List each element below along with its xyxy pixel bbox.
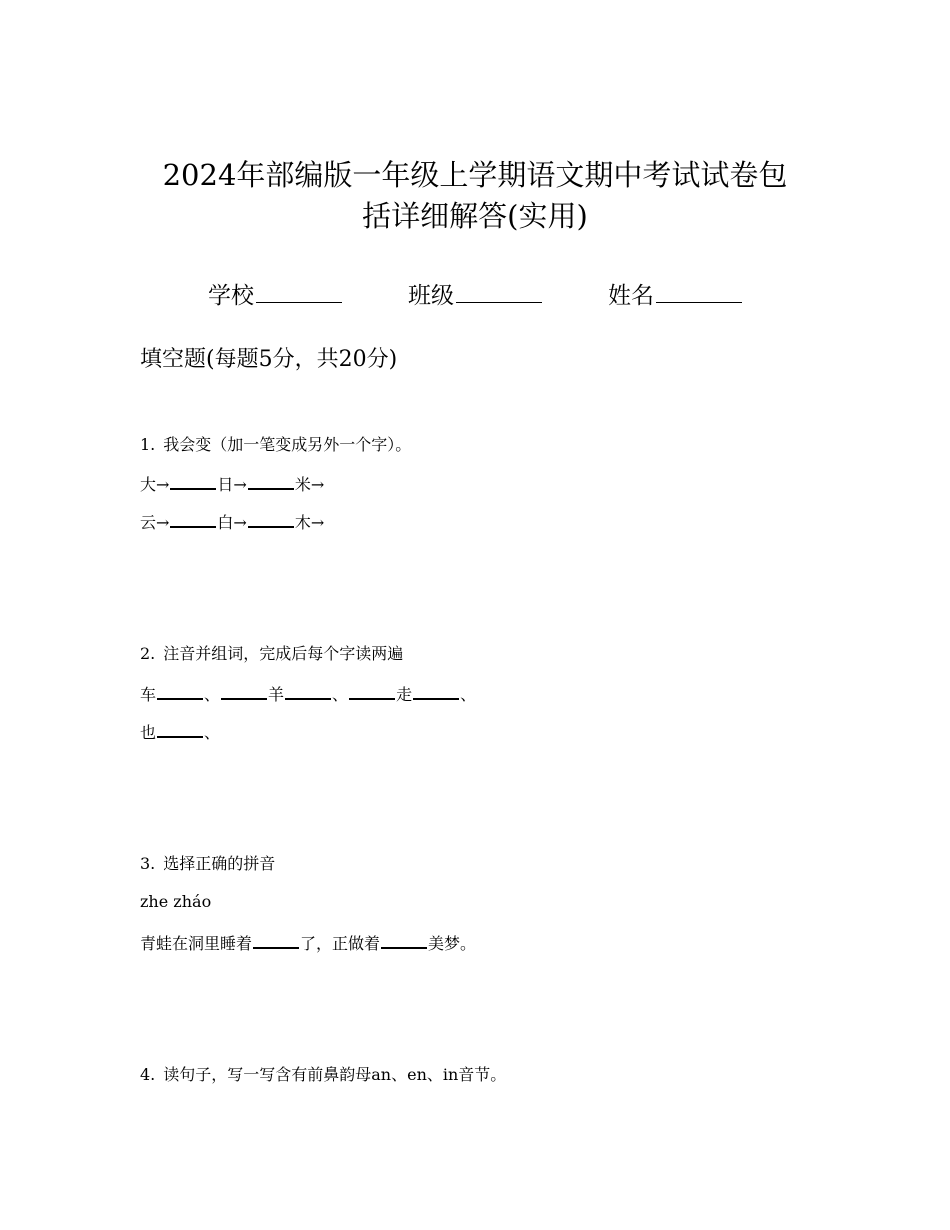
char-prompt: 车 xyxy=(140,685,157,704)
sentence-part: 青蛙在洞里睡着 xyxy=(140,934,253,953)
student-info-row xyxy=(0,277,950,311)
question-text: 注音并组词，完成后每个字读两遍 xyxy=(163,644,404,663)
name-field xyxy=(608,277,742,310)
question-1-row-2 xyxy=(140,508,324,535)
section-title: 填空题(每题5分，共20分) xyxy=(140,347,398,372)
question-3-prompt xyxy=(140,852,275,876)
name-blank[interactable] xyxy=(656,277,742,303)
question-text: 选择正确的拼音 xyxy=(163,854,276,873)
question-3-sentence xyxy=(140,929,476,956)
answer-blank[interactable] xyxy=(248,508,294,528)
separator: 、 xyxy=(332,685,349,704)
sentence-part: 了，正做着 xyxy=(300,934,381,953)
question-number: 3. xyxy=(140,854,156,873)
char-prompt: 木→ xyxy=(294,513,325,532)
answer-blank[interactable] xyxy=(221,680,267,700)
class-blank[interactable] xyxy=(456,277,542,303)
question-2-row-1 xyxy=(140,680,476,707)
char-prompt: 大→ xyxy=(140,475,170,494)
char-prompt: 羊 xyxy=(268,685,285,704)
question-number: 1. xyxy=(140,435,156,454)
class-field xyxy=(408,277,542,310)
question-2-prompt xyxy=(140,642,403,666)
class-label: 班级 xyxy=(408,283,454,309)
name-label: 姓名 xyxy=(608,283,654,309)
question-2-row-2 xyxy=(140,718,220,745)
answer-blank[interactable] xyxy=(248,470,294,490)
sentence-part: 美梦。 xyxy=(428,934,477,953)
question-1-row-1 xyxy=(140,470,324,497)
question-1-prompt xyxy=(140,433,411,457)
char-prompt: 米→ xyxy=(294,475,325,494)
separator: 、 xyxy=(204,723,221,742)
char-prompt: 白→ xyxy=(217,513,247,532)
question-4-prompt xyxy=(140,1063,506,1087)
answer-blank[interactable] xyxy=(170,508,216,528)
separator: 、 xyxy=(204,685,221,704)
answer-blank[interactable] xyxy=(381,929,427,949)
answer-blank[interactable] xyxy=(157,718,203,738)
question-text: 读句子，写一写含有前鼻韵母an、en、in音节。 xyxy=(163,1065,507,1084)
separator: 、 xyxy=(460,685,477,704)
answer-blank[interactable] xyxy=(285,680,331,700)
answer-blank[interactable] xyxy=(349,680,395,700)
question-number: 4. xyxy=(140,1065,156,1084)
answer-blank[interactable] xyxy=(413,680,459,700)
answer-blank[interactable] xyxy=(253,929,299,949)
char-prompt: 云→ xyxy=(140,513,170,532)
school-label: 学校 xyxy=(208,283,254,309)
answer-blank[interactable] xyxy=(170,470,216,490)
question-number: 2. xyxy=(140,644,156,663)
char-prompt: 日→ xyxy=(217,475,247,494)
school-blank[interactable] xyxy=(256,277,342,303)
school-field xyxy=(208,277,342,310)
question-text: 我会变（加一笔变成另外一个字）。 xyxy=(163,435,412,454)
exam-title-line-2: 括详细解答(实用) xyxy=(362,199,588,233)
question-3-pinyin-options: zhe zháo xyxy=(140,892,212,911)
char-prompt: 走 xyxy=(396,685,413,704)
char-prompt: 也 xyxy=(140,723,157,742)
answer-blank[interactable] xyxy=(157,680,203,700)
exam-title-line-1: 2024年部编版一年级上学期语文期中考试试卷包 xyxy=(162,158,788,192)
